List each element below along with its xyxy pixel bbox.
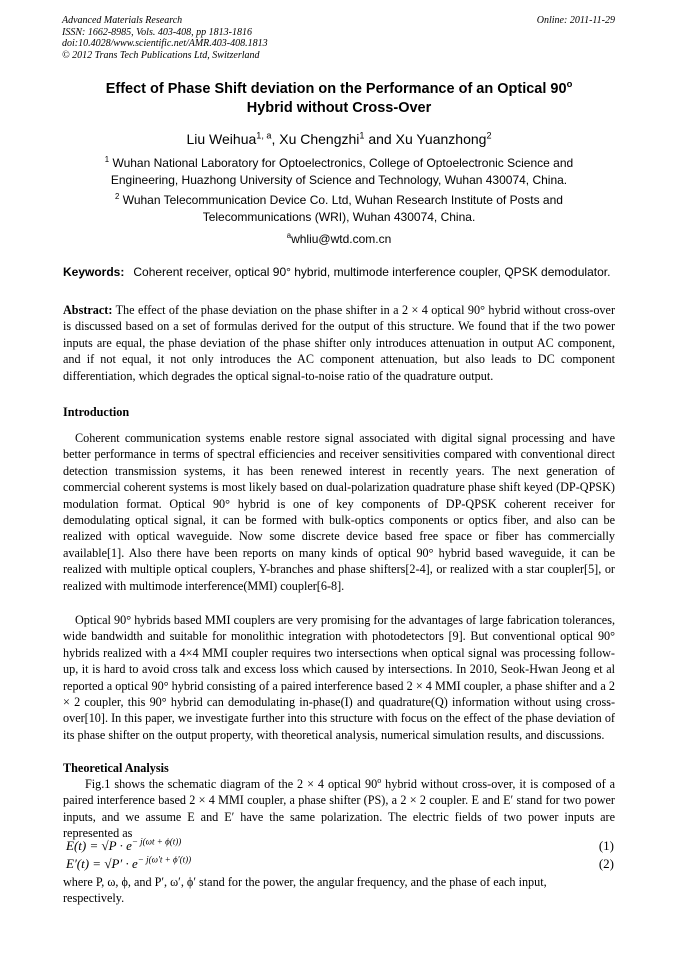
where-continuation: respectively. — [63, 891, 125, 905]
online-date: Online: 2011-11-29 — [536, 15, 615, 26]
keywords-text: Coherent receiver, optical 90° hybrid, multimode interference coupler, QPSK demodulator. — [133, 265, 611, 279]
equation-1 — [63, 838, 615, 856]
abstract-text: The effect of the phase deviation on the phase shifter in a 2 × 4 optical 90° hybrid without cross-over is discussed based on a set of formulas derived for the output of this structure. We found that if the two power inputs are equal, the phase deviation of the phase shifter only introduces attenuation in output AC component, and if not equal, it not only introduces the AC component attenuation, but also leads to DC component differentiation, which degrades the optical signal-to-noise ratio of the quadrature output. — [63, 303, 615, 383]
author-3-mark: 2 — [486, 130, 492, 141]
affiliation-1-text: Wuhan National Laboratory for Optoelectronics, College of Optoelectronic Science and Engineering, Huazhong University of Science and Technology, Wuhan 430074, China. — [109, 156, 574, 187]
equation-1-exponent: − j(ωt + ϕ(t)) — [131, 836, 182, 847]
affiliation-2 — [80, 192, 598, 226]
equation-2-lhs: E′(t) = √P′ · e — [66, 856, 138, 871]
doi-line: doi:10.4028/www.scientific.net/AMR.403-408.1813 — [62, 38, 268, 49]
abstract-label: Abstract: — [63, 303, 113, 317]
section-heading-introduction: Introduction — [63, 405, 130, 419]
affiliation-1-mark: 1 — [104, 155, 110, 164]
author-1: Liu Weihua — [186, 131, 257, 147]
introduction-paragraph-2: Optical 90° hybrids based MMI couplers are very promising for the advantages of large fabrication tolerances, wide bandwidth and suitable for monolithic integration with photodetectors [9]. But conventional optical 90° hybrids realized with a 4×4 MMI coupler requires two intersections when optical signal was processing follow-up, it is hard to avoid cross talk and excess loss which caused by intersections. In 2010, Seok-Hwan Jeong et al reported a optical 90° hybrid consisting of a paired interference based 2 × 4 MMI coupler, a phase shifter and a 2 × 2 coupler, this 90° hybrid can demodulating in-phase(I) and quadrature(Q) information without using cross-over[10]. In this paper, we investigate further into this structure with focus on the effect of the phase deviation of its phase shifter on the output property, with theoretical analysis, numerical simulation results, and discussions. — [63, 613, 615, 742]
abstract — [63, 302, 615, 384]
copyright-line: © 2012 Trans Tech Publications Ltd, Switzerland — [62, 49, 260, 61]
equation-1-lhs: E(t) = √P · e — [66, 838, 132, 853]
email-address: whliu@wtd.com.cn — [291, 232, 392, 246]
theory-degree-sup: o — [377, 775, 382, 785]
author-3: and Xu Yuanzhong — [364, 131, 487, 147]
theory-text-a: Fig.1 shows the schematic diagram of the 2 × 4 optical 90 — [85, 777, 378, 791]
title-line-2: Hybrid without Cross-Over — [246, 100, 432, 116]
affiliation-1 — [80, 155, 598, 189]
author-2: , Xu Chengzhi — [271, 131, 360, 147]
journal-header — [62, 15, 268, 61]
section-heading-theoretical-analysis: Theoretical Analysis — [63, 761, 169, 775]
where-line: where P, ω, ϕ, and P′, ω′, ϕ′ stand for the power, the angular frequency, and the phase of each input, — [63, 875, 547, 889]
keywords-label: Keywords: — [63, 265, 125, 279]
affiliation-2-text: Wuhan Telecommunication Device Co. Ltd, Wuhan Research Institute of Posts and Telecommunications (WRI), Wuhan 430074, China. — [119, 193, 563, 224]
equation-2-number: (2) — [598, 856, 614, 871]
contact-email — [80, 231, 598, 248]
author-1-mark: 1, a — [256, 130, 272, 141]
introduction-paragraph-1: Coherent communication systems enable restore signal associated with digital signal processing and have better performance in terms of spectral efficiencies and receiver sensitivities compared with conventional direct detection transmission systems, it has been renewed interest in recently years. The next generation of commercial coherent systems is most likely based on dual-polarization quadrature phase shift keyed (DP-QPSK) modulation format. Optical 90° hybrid is one of key components of DP-QPSK coherent receiver for demodulating optical signal, it can be formed with bulk-optics components or optics fiber, and also can be realized with optical waveguide. Now some discrete device based free space or fiber has commercially available[1]. Also there have been reports on many kinds of optical 90° hybrid based waveguide, it can be realized with multiple optical couplers, Y-branches and phase shifters[2-4], or realized with a star coupler[5], or realized with multimode interference(MMI) coupler[6-8]. — [63, 431, 615, 593]
issn-line: ISSN: 1662-8985, Vols. 403-408, pp 1813-1816 — [62, 26, 252, 38]
equation-2 — [63, 856, 615, 874]
email-mark: a — [286, 231, 292, 240]
author-2-mark: 1 — [359, 130, 365, 141]
journal-name: Advanced Materials Research — [62, 15, 183, 26]
keywords-block — [63, 264, 615, 281]
theory-paragraph — [63, 776, 615, 842]
title-degree-sup: o — [566, 78, 573, 90]
title-line-1: Effect of Phase Shift deviation on the Performance of an Optical 90 — [105, 81, 567, 97]
theory-text-b: hybrid without cross-over, it is composed of a paired interference based 2 × 4 MMI coupler, a phase shifter (PS), a 2 × 2 coupler. E and E′ stand for two power inputs, and we assume E and E′ have the same polarization. The electric fields of two power inputs are represented as — [63, 777, 615, 841]
affiliation-2-mark: 2 — [115, 192, 120, 201]
equation-2-exponent: − j(ω′t + ϕ′(t)) — [137, 854, 192, 865]
equation-1-number: (1) — [598, 838, 614, 853]
paper-title — [62, 80, 616, 118]
author-list — [62, 131, 616, 147]
